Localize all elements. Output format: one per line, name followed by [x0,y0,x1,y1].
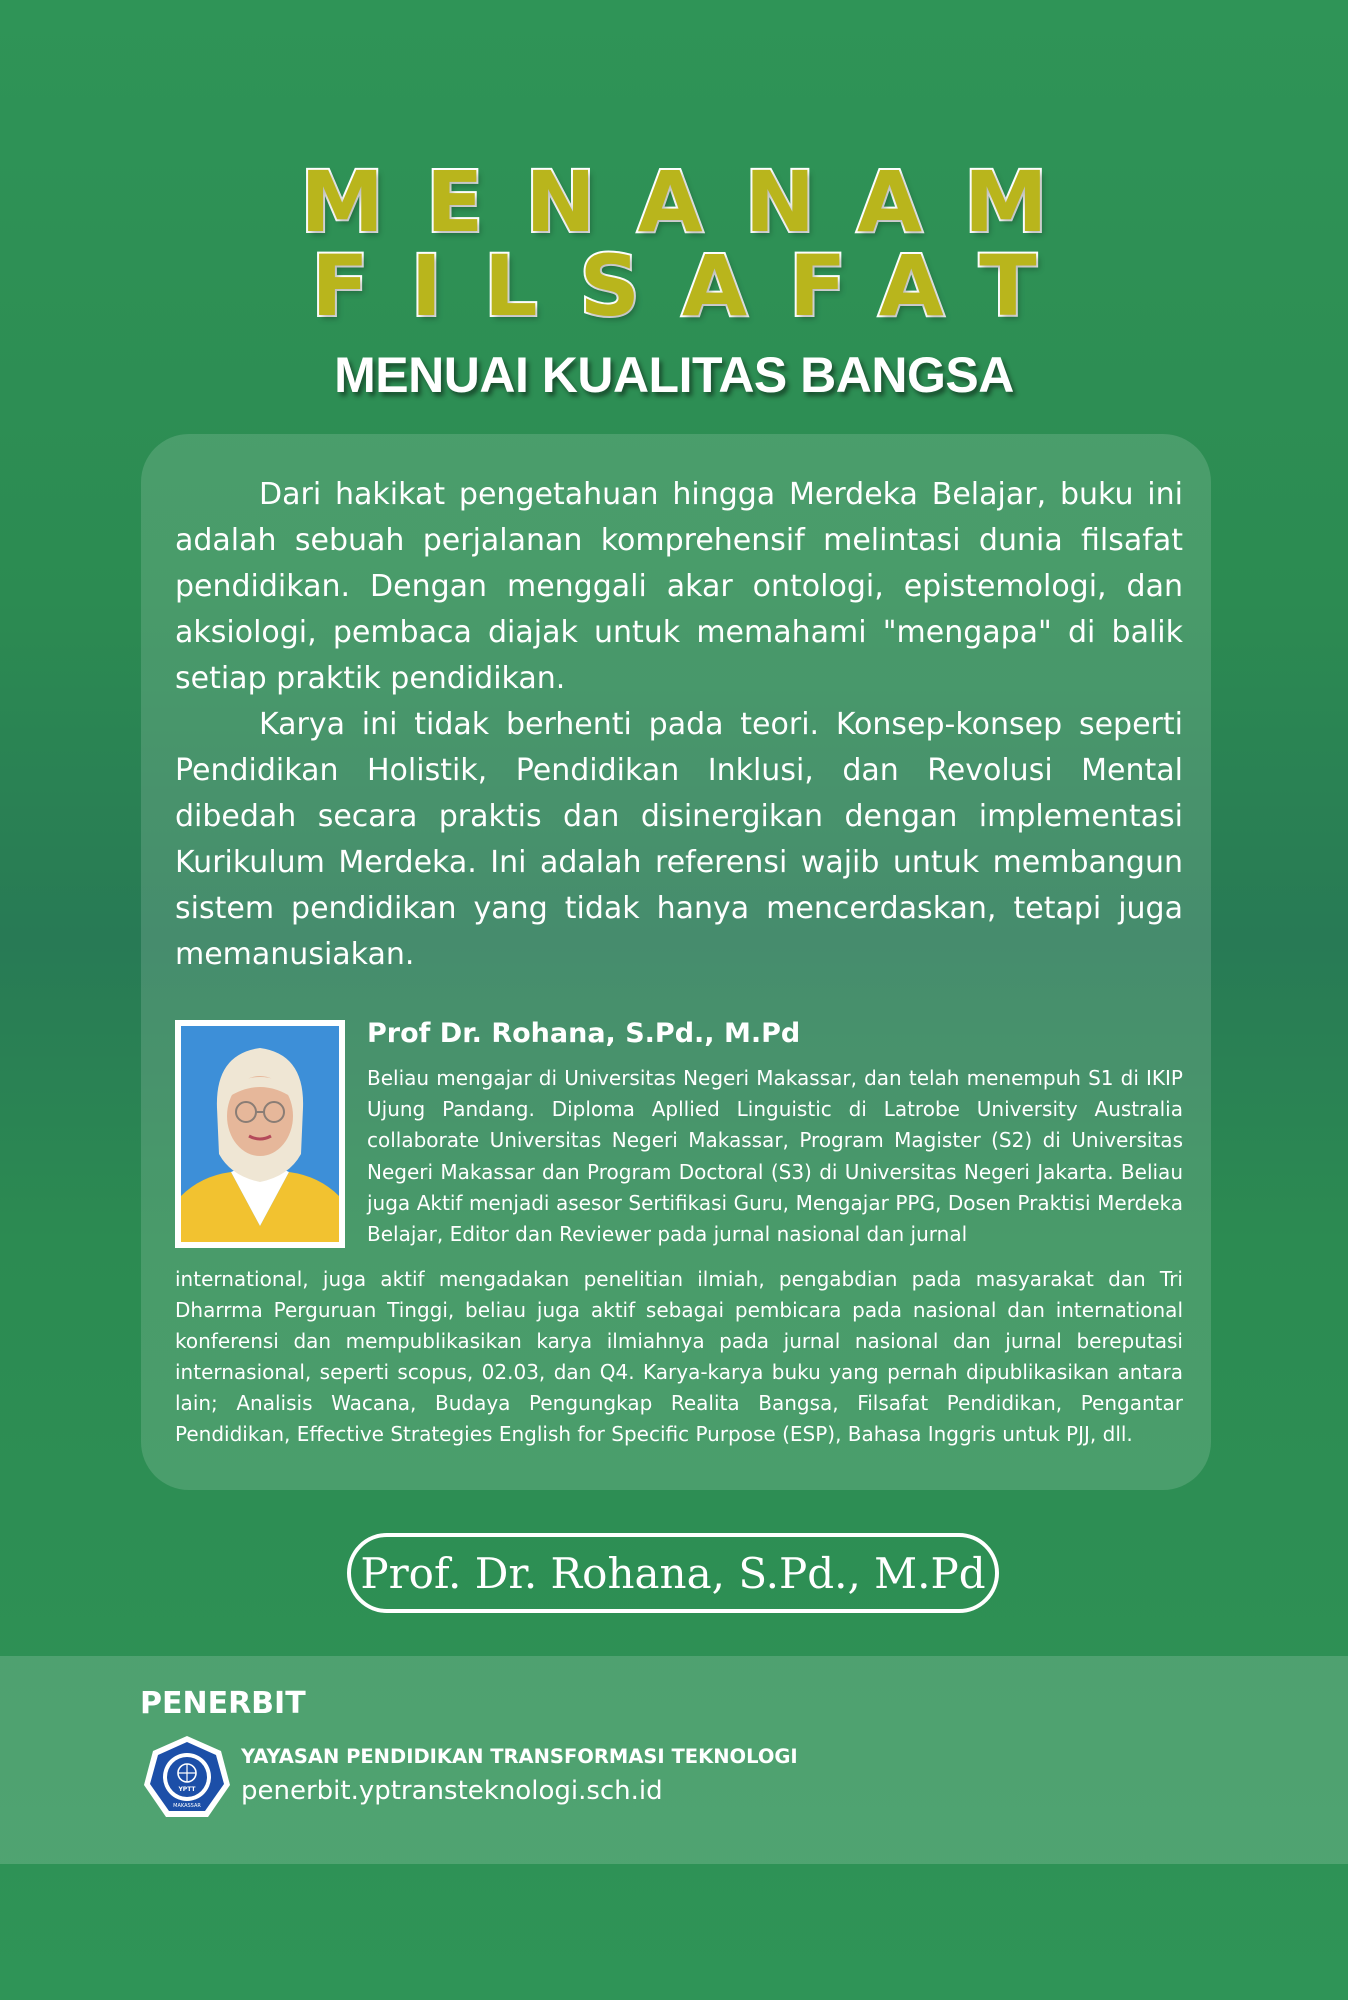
publisher-name: YAYASAN PENDIDIKAN TRANSFORMASI TEKNOLOGI [241,1745,798,1768]
author-bio-part-1: Beliau mengajar di Universitas Negeri Makassar, dan telah menempuh S1 di IKIP Ujung Pandang. Diploma Apllied Linguistic di Latrobe University Australia collaborate Universitas Negeri Makassar, Program Magister (S2) di Universitas Negeri Makassar dan Program Doctoral (S3) di Universitas Negeri Jakarta. Beliau juga Aktif menjadi asesor Sertifikasi Guru, Mengajar PPG, Dosen Praktisi Merdeka Belajar, Editor dan Reviewer pada jurnal nasional dan jurnal [367,1066,1183,1247]
book-title-block [0,153,1348,404]
author-portrait-image [181,1026,339,1242]
synopsis-paragraph-1: Dari hakikat pengetahuan hingga Merdeka Belajar, buku ini adalah sebuah perjalanan komprehensif melintasi dunia filsafat pendidikan. Dengan menggali akar ontologi, epistemologi, dan aksiologi, pembaca diajak untuk memahami "mengapa" di balik setiap praktik pendidikan. [175,477,1183,696]
author-name: Prof Dr. Rohana, S.Pd., M.Pd [367,1018,801,1049]
title-line-2: FILSAFAT [311,237,1079,335]
publisher-logo-icon [141,1733,233,1825]
title-line-1: MENANAM [300,153,1090,251]
synopsis-paragraph-2: Karya ini tidak berhenti pada teori. Konsep-konsep seperti Pendidikan Holistik, Pendidikan Inklusi, dan Revolusi Mental dibedah secara praktis dan disinergikan dengan implementasi Kurikulum Merdeka. Ini adalah referensi wajib untuk membangun sistem pendidikan yang tidak hanya mencerdaskan, tetapi juga memanusiakan. [175,707,1183,972]
author-bio-part-2: international, juga aktif mengadakan penelitian ilmiah, pengabdian pada masyarakat dan Tri Dharrma Perguruan Tinggi, beliau juga aktif sebagai pembicara pada nasional dan international konferensi dan mempublikasikan karya ilmiahnya pada jurnal nasional dan jurnal bereputasi internasional, seperti scopus, 02.03, dan Q4. Karya-karya buku yang pernah dipublikasikan antara lain; Analisis Wacana, Budaya Pengungkap Realita Bangsa, Filsafat Pendidikan, Pengantar Pendidikan, Effective Strategies English for Specific Purpose (ESP), Bahasa Inggris untuk PJJ, dll. [175,1267,1183,1446]
logo-city-text: MAKASSAR [173,1803,201,1809]
publisher-website-link[interactable]: penerbit.yptransteknologi.sch.id [241,1776,663,1806]
logo-text: YPTT [178,1786,196,1793]
synopsis-text [175,472,1183,978]
book-subtitle: MENUAI KUALITAS BANGSA [334,347,1014,403]
publisher-label: PENERBIT [140,1686,306,1721]
author-name-badge: Prof. Dr. Rohana, S.Pd., M.Pd [347,1533,999,1613]
author-photo [175,1020,345,1248]
